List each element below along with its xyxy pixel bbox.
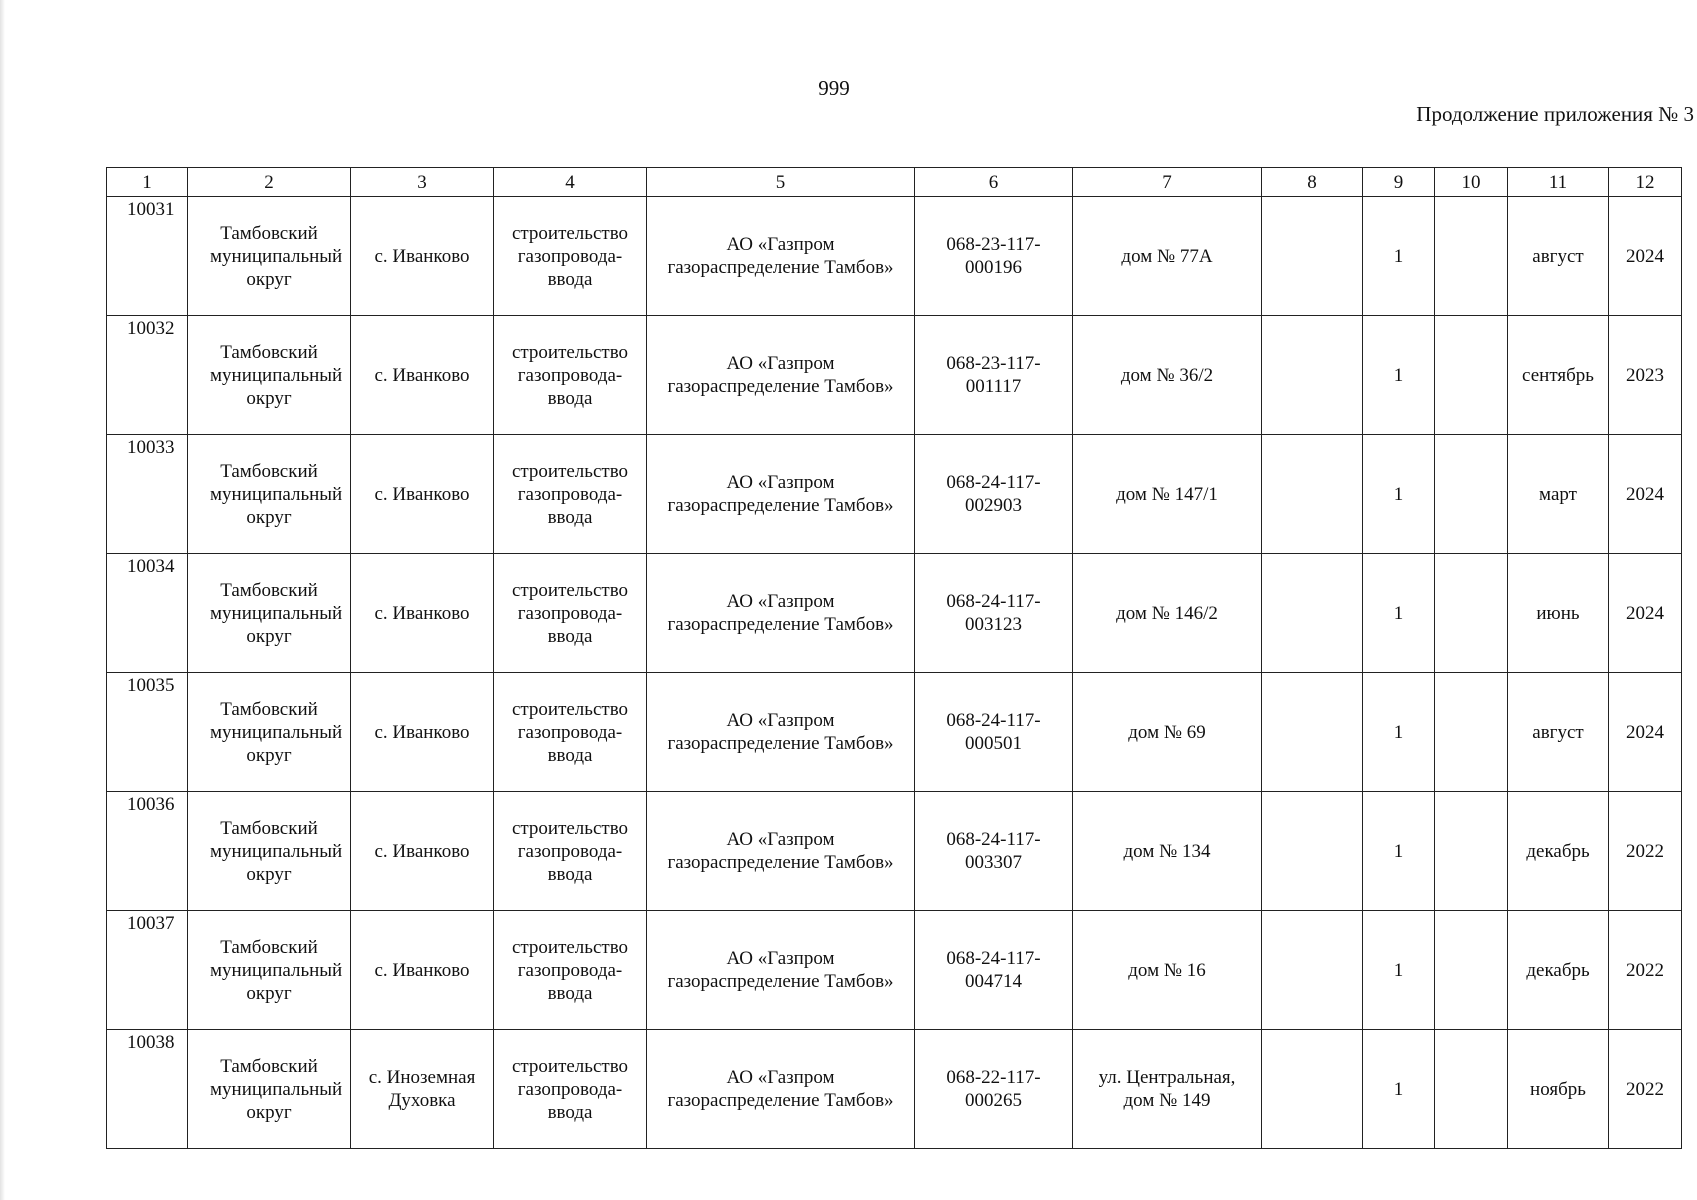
quantity-cell-text: 1 — [1393, 483, 1404, 505]
organization-cell-text: АО «Газпром газораспределение Тамбов» — [667, 591, 894, 635]
district-cell-text: Тамбовский муниципальный округ — [210, 817, 343, 885]
address-cell-text: дом № 134 — [1123, 840, 1211, 862]
year-cell — [1609, 1030, 1682, 1149]
work-type-cell — [494, 197, 647, 316]
district-cell — [188, 1030, 351, 1149]
month-cell-text: июнь — [1536, 602, 1580, 624]
organization-cell-text: АО «Газпром газораспределение Тамбов» — [667, 948, 894, 992]
organization-cell — [647, 1030, 915, 1149]
column-header-9: 9 — [1363, 168, 1435, 197]
table-row — [107, 435, 1682, 554]
year-cell-text: 2024 — [1626, 483, 1664, 505]
settlement-cell — [351, 673, 494, 792]
row-number-cell-text: 10033 — [127, 437, 175, 458]
column-header-4: 4 — [494, 168, 647, 197]
month-cell-text: декабрь — [1526, 959, 1590, 981]
district-cell-text: Тамбовский муниципальный округ — [210, 579, 343, 647]
organization-cell-text: АО «Газпром газораспределение Тамбов» — [667, 829, 894, 873]
year-cell — [1609, 435, 1682, 554]
work-type-cell-text: строительство газопровода-ввода — [511, 817, 629, 885]
month-cell-text: декабрь — [1526, 840, 1590, 862]
address-cell-text: дом № 147/1 — [1116, 483, 1218, 505]
column-10-cell — [1435, 435, 1508, 554]
row-number-cell — [107, 792, 188, 911]
column-header-7: 7 — [1073, 168, 1262, 197]
address-cell-text: дом № 146/2 — [1116, 602, 1218, 624]
row-number-cell-text: 10038 — [127, 1032, 175, 1053]
organization-cell — [647, 554, 915, 673]
column-header-12: 12 — [1609, 168, 1682, 197]
table-row — [107, 911, 1682, 1030]
address-cell-text: дом № 77А — [1121, 245, 1213, 267]
quantity-cell — [1363, 911, 1435, 1030]
quantity-cell-text: 1 — [1393, 840, 1404, 862]
row-number-cell — [107, 554, 188, 673]
district-cell-text: Тамбовский муниципальный округ — [210, 1055, 343, 1123]
district-cell — [188, 911, 351, 1030]
row-number-cell-text: 10037 — [127, 913, 175, 934]
month-cell — [1508, 554, 1609, 673]
settlement-cell — [351, 554, 494, 673]
month-cell-text: ноябрь — [1530, 1078, 1586, 1100]
address-cell-text: ул. Центральная, дом № 149 — [1098, 1067, 1236, 1111]
row-number-cell-text: 10036 — [127, 794, 175, 815]
quantity-cell-text: 1 — [1393, 602, 1404, 624]
work-type-cell — [494, 554, 647, 673]
year-cell-text: 2022 — [1626, 1078, 1664, 1100]
register-table — [106, 167, 1682, 1149]
month-cell — [1508, 911, 1609, 1030]
year-cell-text: 2022 — [1626, 959, 1664, 981]
column-8-cell — [1262, 554, 1363, 673]
table-row — [107, 673, 1682, 792]
settlement-cell-text: с. Иноземная Духовка — [368, 1067, 476, 1111]
address-cell — [1073, 911, 1262, 1030]
year-cell-text: 2024 — [1626, 721, 1664, 743]
address-cell — [1073, 1030, 1262, 1149]
month-cell — [1508, 1030, 1609, 1149]
column-header-5: 5 — [647, 168, 915, 197]
year-cell — [1609, 673, 1682, 792]
column-10-cell — [1435, 673, 1508, 792]
organization-cell — [647, 435, 915, 554]
row-number-cell — [107, 911, 188, 1030]
quantity-cell — [1363, 554, 1435, 673]
row-number-cell — [107, 197, 188, 316]
year-cell — [1609, 316, 1682, 435]
settlement-cell-text: с. Иванково — [374, 721, 470, 743]
settlement-cell — [351, 316, 494, 435]
address-cell-text: дом № 69 — [1128, 721, 1206, 743]
column-8-cell — [1262, 673, 1363, 792]
object-code-cell-text: 068-22-117-000265 — [946, 1067, 1041, 1111]
column-10-cell — [1435, 197, 1508, 316]
table-body — [107, 168, 1682, 1149]
district-cell — [188, 792, 351, 911]
quantity-cell-text: 1 — [1393, 245, 1404, 267]
work-type-cell-text: строительство газопровода-ввода — [511, 698, 629, 766]
column-10-cell — [1435, 316, 1508, 435]
header-row — [107, 168, 1682, 197]
column-header-2: 2 — [188, 168, 351, 197]
month-cell-text: сентябрь — [1522, 364, 1594, 386]
column-8-cell — [1262, 911, 1363, 1030]
object-code-cell — [915, 1030, 1073, 1149]
column-header-10: 10 — [1435, 168, 1508, 197]
organization-cell-text: АО «Газпром газораспределение Тамбов» — [667, 353, 894, 397]
object-code-cell — [915, 792, 1073, 911]
column-8-cell — [1262, 435, 1363, 554]
page-number: 999 — [818, 76, 850, 100]
row-number-cell — [107, 316, 188, 435]
settlement-cell-text: с. Иванково — [374, 840, 470, 862]
object-code-cell — [915, 197, 1073, 316]
object-code-cell — [915, 435, 1073, 554]
year-cell — [1609, 554, 1682, 673]
settlement-cell — [351, 435, 494, 554]
work-type-cell-text: строительство газопровода-ввода — [511, 936, 629, 1004]
row-number-cell — [107, 435, 188, 554]
year-cell — [1609, 792, 1682, 911]
organization-cell — [647, 197, 915, 316]
quantity-cell-text: 1 — [1393, 1078, 1404, 1100]
object-code-cell — [915, 554, 1073, 673]
column-10-cell — [1435, 554, 1508, 673]
work-type-cell-text: строительство газопровода-ввода — [511, 222, 629, 290]
work-type-cell — [494, 792, 647, 911]
settlement-cell — [351, 1030, 494, 1149]
row-number-cell — [107, 1030, 188, 1149]
address-cell — [1073, 792, 1262, 911]
quantity-cell — [1363, 316, 1435, 435]
column-10-cell — [1435, 911, 1508, 1030]
object-code-cell-text: 068-24-117-004714 — [946, 948, 1041, 992]
year-cell-text: 2024 — [1626, 602, 1664, 624]
work-type-cell-text: строительство газопровода-ввода — [511, 341, 629, 409]
organization-cell — [647, 911, 915, 1030]
column-header-1: 1 — [107, 168, 188, 197]
quantity-cell-text: 1 — [1393, 959, 1404, 981]
year-cell — [1609, 197, 1682, 316]
settlement-cell — [351, 911, 494, 1030]
settlement-cell — [351, 792, 494, 911]
year-cell-text: 2024 — [1626, 245, 1664, 267]
district-cell-text: Тамбовский муниципальный округ — [210, 936, 343, 1004]
month-cell-text: август — [1532, 721, 1584, 743]
month-cell-text: август — [1532, 245, 1584, 267]
work-type-cell-text: строительство газопровода-ввода — [511, 579, 629, 647]
object-code-cell-text: 068-24-117-003307 — [946, 829, 1041, 873]
organization-cell — [647, 673, 915, 792]
district-cell-text: Тамбовский муниципальный округ — [210, 222, 343, 290]
organization-cell-text: АО «Газпром газораспределение Тамбов» — [667, 1067, 894, 1111]
month-cell — [1508, 673, 1609, 792]
organization-cell — [647, 316, 915, 435]
year-cell-text: 2022 — [1626, 840, 1664, 862]
year-cell — [1609, 911, 1682, 1030]
table-row — [107, 197, 1682, 316]
address-cell-text: дом № 16 — [1128, 959, 1206, 981]
work-type-cell-text: строительство газопровода-ввода — [511, 1055, 629, 1123]
work-type-cell — [494, 911, 647, 1030]
column-8-cell — [1262, 197, 1363, 316]
work-type-cell-text: строительство газопровода-ввода — [511, 460, 629, 528]
settlement-cell-text: с. Иванково — [374, 602, 470, 624]
work-type-cell — [494, 435, 647, 554]
district-cell-text: Тамбовский муниципальный округ — [210, 460, 343, 528]
address-cell — [1073, 316, 1262, 435]
work-type-cell — [494, 316, 647, 435]
column-header-8: 8 — [1262, 168, 1363, 197]
quantity-cell — [1363, 197, 1435, 316]
organization-cell-text: АО «Газпром газораспределение Тамбов» — [667, 472, 894, 516]
organization-cell-text: АО «Газпром газораспределение Тамбов» — [667, 234, 894, 278]
table-row — [107, 554, 1682, 673]
quantity-cell-text: 1 — [1393, 364, 1404, 386]
column-header-11: 11 — [1508, 168, 1609, 197]
address-cell — [1073, 197, 1262, 316]
settlement-cell-text: с. Иванково — [374, 959, 470, 981]
quantity-cell-text: 1 — [1393, 721, 1404, 743]
quantity-cell — [1363, 1030, 1435, 1149]
row-number-cell-text: 10035 — [127, 675, 175, 696]
quantity-cell — [1363, 435, 1435, 554]
row-number-cell-text: 10031 — [127, 199, 175, 220]
object-code-cell — [915, 316, 1073, 435]
object-code-cell — [915, 673, 1073, 792]
column-8-cell — [1262, 792, 1363, 911]
row-number-cell-text: 10032 — [127, 318, 175, 339]
district-cell-text: Тамбовский муниципальный округ — [210, 341, 343, 409]
year-cell-text: 2023 — [1626, 364, 1664, 386]
district-cell — [188, 316, 351, 435]
object-code-cell-text: 068-23-117-001117 — [946, 353, 1041, 397]
object-code-cell — [915, 911, 1073, 1030]
month-cell — [1508, 435, 1609, 554]
month-cell-text: март — [1539, 483, 1577, 505]
organization-cell — [647, 792, 915, 911]
district-cell — [188, 554, 351, 673]
column-10-cell — [1435, 1030, 1508, 1149]
column-8-cell — [1262, 316, 1363, 435]
column-header-6: 6 — [915, 168, 1073, 197]
settlement-cell-text: с. Иванково — [374, 245, 470, 267]
appendix-note: Продолжение приложения № 3 — [1416, 102, 1694, 126]
month-cell — [1508, 197, 1609, 316]
quantity-cell — [1363, 792, 1435, 911]
work-type-cell — [494, 673, 647, 792]
object-code-cell-text: 068-24-117-003123 — [946, 591, 1041, 635]
work-type-cell — [494, 1030, 647, 1149]
month-cell — [1508, 792, 1609, 911]
district-cell — [188, 435, 351, 554]
column-8-cell — [1262, 1030, 1363, 1149]
column-10-cell — [1435, 792, 1508, 911]
row-number-cell — [107, 673, 188, 792]
row-number-cell-text: 10034 — [127, 556, 175, 577]
object-code-cell-text: 068-23-117-000196 — [946, 234, 1041, 278]
district-cell — [188, 197, 351, 316]
organization-cell-text: АО «Газпром газораспределение Тамбов» — [667, 710, 894, 754]
table-row — [107, 316, 1682, 435]
table-row — [107, 1030, 1682, 1149]
settlement-cell-text: с. Иванково — [374, 483, 470, 505]
address-cell-text: дом № 36/2 — [1120, 364, 1214, 386]
column-header-3: 3 — [351, 168, 494, 197]
settlement-cell-text: с. Иванково — [374, 364, 470, 386]
district-cell — [188, 673, 351, 792]
scan-edge — [0, 0, 5, 1200]
object-code-cell-text: 068-24-117-000501 — [946, 710, 1041, 754]
settlement-cell — [351, 197, 494, 316]
address-cell — [1073, 673, 1262, 792]
table-row — [107, 792, 1682, 911]
object-code-cell-text: 068-24-117-002903 — [946, 472, 1041, 516]
month-cell — [1508, 316, 1609, 435]
quantity-cell — [1363, 673, 1435, 792]
district-cell-text: Тамбовский муниципальный округ — [210, 698, 343, 766]
address-cell — [1073, 435, 1262, 554]
address-cell — [1073, 554, 1262, 673]
